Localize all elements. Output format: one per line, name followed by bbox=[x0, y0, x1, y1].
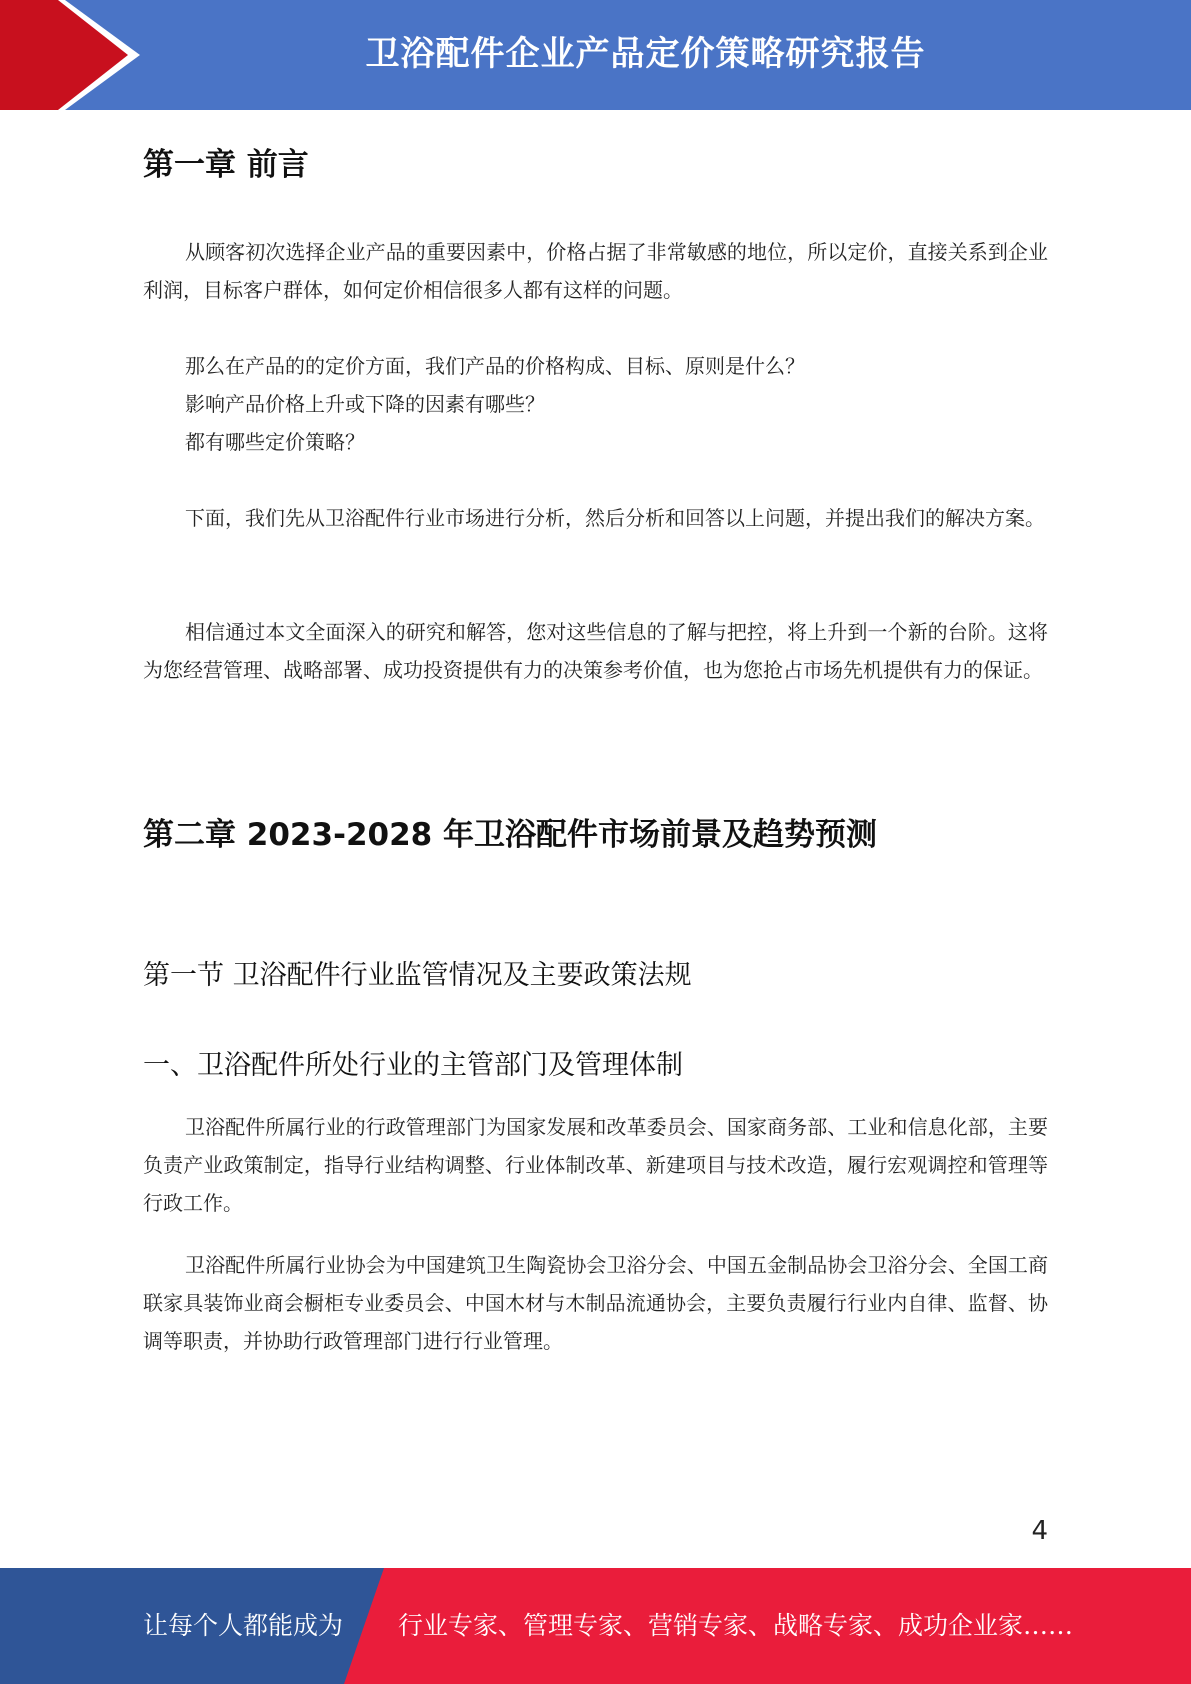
chapter-2-paragraph-2: 卫浴配件所属行业协会为中国建筑卫生陶瓷协会卫浴分会、中国五金制品协会卫浴分会、全国工商联家具装饰业商会橱柜专业委员会、中国木材与木制品流通协会，主要负责履行行业内自律、监督、协调等职责，并协助行政管理部门进行行业管理。 bbox=[143, 1253, 1048, 1353]
chapter-1-paragraph-2: 下面，我们先从卫浴配件行业市场进行分析，然后分析和回答以上问题，并提出我们的解决方案。 bbox=[185, 506, 1045, 530]
question-line: 都有哪些定价策略？ bbox=[185, 430, 365, 454]
chapter-1-paragraph-1: 从顾客初次选择企业产品的重要因素中，价格占据了非常敏感的地位，所以定价，直接关系到企业利润，目标客户群体，如何定价相信很多人都有这样的问题。 bbox=[143, 240, 1048, 302]
report-title: 卫浴配件企业产品定价策略研究报告 bbox=[365, 34, 926, 74]
footer-slogan-right: 行业专家、管理专家、营销专家、战略专家、成功企业家…… bbox=[398, 1611, 1074, 1640]
chapter-2-heading: 第二章 2023-2028 年卫浴配件市场前景及趋势预测 bbox=[143, 817, 878, 853]
chapter-1-paragraph-3: 相信通过本文全面深入的研究和解答，您对这些信息的了解与把控，将上升到一个新的台阶。这将为您经营管理、战略部署、成功投资提供有力的决策参考价值，也为您抢占市场先机提供有力的保证。 bbox=[143, 620, 1048, 682]
header-banner bbox=[0, 0, 1191, 110]
chapter-1-heading: 第一章 前言 bbox=[143, 147, 309, 183]
page-number: 4 bbox=[1031, 1516, 1048, 1546]
section-1-heading: 第一节 卫浴配件行业监管情况及主要政策法规 bbox=[143, 960, 692, 991]
chapter-1-questions bbox=[143, 347, 1048, 461]
footer-slogan-left: 让每个人都能成为 bbox=[143, 1611, 344, 1640]
question-line: 影响产品价格上升或下降的因素有哪些？ bbox=[185, 392, 545, 416]
subsection-1-heading: 一、卫浴配件所处行业的主管部门及管理体制 bbox=[143, 1050, 683, 1081]
footer-banner bbox=[0, 1568, 1191, 1684]
header-arrow-decoration bbox=[0, 0, 160, 110]
question-line: 那么在产品的的定价方面，我们产品的价格构成、目标、原则是什么？ bbox=[185, 354, 805, 378]
chapter-2-paragraph-1: 卫浴配件所属行业的行政管理部门为国家发展和改革委员会、国家商务部、工业和信息化部，主要负责产业政策制定，指导行业结构调整、行业体制改革、新建项目与技术改造，履行宏观调控和管理等行政工作。 bbox=[143, 1115, 1048, 1215]
